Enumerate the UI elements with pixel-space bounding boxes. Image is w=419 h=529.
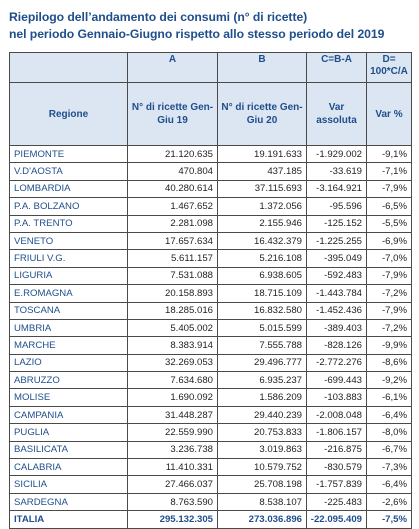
- header-var-percent: Var %: [367, 83, 412, 146]
- cell-regione: BASILICATA: [10, 441, 128, 458]
- cell-ricette-2020: 273.036.896: [218, 511, 307, 528]
- cell-regione: FRIULI V.G.: [10, 250, 128, 267]
- cell-var-percent: -6,4%: [367, 406, 412, 423]
- cell-var-assoluta: -1.806.157: [307, 424, 367, 441]
- cell-ricette-2020: 20.753.833: [218, 424, 307, 441]
- cell-ricette-2020: 29.440.239: [218, 406, 307, 423]
- cell-var-assoluta: -1.443.784: [307, 285, 367, 302]
- cell-var-assoluta: -828.126: [307, 337, 367, 354]
- cell-ricette-2020: 1.372.056: [218, 198, 307, 215]
- cell-ricette-2020: 1.586.209: [218, 389, 307, 406]
- table-row: [10, 389, 412, 406]
- table-row: [10, 146, 412, 163]
- cell-regione: LIGURIA: [10, 267, 128, 284]
- table-row: [10, 232, 412, 249]
- cell-var-percent: -7,9%: [367, 302, 412, 319]
- cell-regione: P.A. BOLZANO: [10, 198, 128, 215]
- table-row: [10, 493, 412, 510]
- cell-var-percent: -7,0%: [367, 250, 412, 267]
- header-var-assoluta: Var assoluta: [307, 83, 367, 146]
- cell-var-assoluta: -1.929.002: [307, 146, 367, 163]
- cell-var-assoluta: -1.757.839: [307, 476, 367, 493]
- cell-var-assoluta: -395.049: [307, 250, 367, 267]
- table-row: [10, 285, 412, 302]
- header-col-a-letter: A: [128, 53, 218, 83]
- cell-var-assoluta: -1.225.255: [307, 232, 367, 249]
- cell-ricette-2019: 5.611.157: [128, 250, 218, 267]
- column-header-row: [10, 83, 412, 146]
- cell-var-assoluta: -1.452.436: [307, 302, 367, 319]
- cell-ricette-2019: 20.158.893: [128, 285, 218, 302]
- cell-var-percent: -2,6%: [367, 493, 412, 510]
- cell-regione: CAMPANIA: [10, 406, 128, 423]
- cell-var-percent: -7,9%: [367, 267, 412, 284]
- cell-ricette-2020: 5.216.108: [218, 250, 307, 267]
- cell-regione: MOLISE: [10, 389, 128, 406]
- table-row: [10, 163, 412, 180]
- cell-ricette-2019: 40.280.614: [128, 180, 218, 197]
- cell-ricette-2019: 18.285.016: [128, 302, 218, 319]
- cell-ricette-2019: 3.236.738: [128, 441, 218, 458]
- cell-var-percent: -5,5%: [367, 215, 412, 232]
- table-body: [10, 146, 412, 529]
- table-row: [10, 372, 412, 389]
- table-row: [10, 337, 412, 354]
- cell-var-assoluta: -699.443: [307, 372, 367, 389]
- header-ricette-2019: N° di ricette Gen-Giu 19: [128, 83, 218, 146]
- table-row: [10, 406, 412, 423]
- cell-ricette-2019: 2.281.098: [128, 215, 218, 232]
- cell-ricette-2019: 17.657.634: [128, 232, 218, 249]
- cell-var-assoluta: -389.403: [307, 319, 367, 336]
- cell-var-percent: -7,2%: [367, 285, 412, 302]
- cell-var-percent: -9,1%: [367, 146, 412, 163]
- cell-var-assoluta: -2.008.048: [307, 406, 367, 423]
- table-row: [10, 302, 412, 319]
- table-total-row: [10, 511, 412, 528]
- cell-var-percent: -6,7%: [367, 441, 412, 458]
- cell-regione: P.A. TRENTO: [10, 215, 128, 232]
- cell-ricette-2019: 8.383.914: [128, 337, 218, 354]
- cell-ricette-2020: 6.938.605: [218, 267, 307, 284]
- cell-ricette-2020: 5.015.599: [218, 319, 307, 336]
- cell-ricette-2020: 29.496.777: [218, 354, 307, 371]
- cell-ricette-2019: 295.132.305: [128, 511, 218, 528]
- header-blank-cell: [10, 53, 128, 83]
- table-row: [10, 267, 412, 284]
- cell-ricette-2019: 31.448.287: [128, 406, 218, 423]
- cell-regione: CALABRIA: [10, 459, 128, 476]
- cell-regione: PIEMONTE: [10, 146, 128, 163]
- cell-ricette-2020: 7.555.788: [218, 337, 307, 354]
- cell-var-assoluta: -33.619: [307, 163, 367, 180]
- cell-ricette-2019: 8.763.590: [128, 493, 218, 510]
- cell-var-percent: -9,2%: [367, 372, 412, 389]
- cell-var-percent: -7,3%: [367, 459, 412, 476]
- cell-ricette-2020: 8.538.107: [218, 493, 307, 510]
- table-row: [10, 319, 412, 336]
- table-row: [10, 424, 412, 441]
- header-col-d-formula: D= 100*C/A: [367, 53, 412, 83]
- cell-ricette-2020: 16.832.580: [218, 302, 307, 319]
- cell-var-percent: -6,1%: [367, 389, 412, 406]
- table-row: [10, 215, 412, 232]
- header-col-c-formula: C=B-A: [307, 53, 367, 83]
- cell-var-percent: -8,0%: [367, 424, 412, 441]
- cell-var-percent: -7,1%: [367, 163, 412, 180]
- title-line-1: Riepilogo dell’andamento dei consumi (n° di ricette): [9, 10, 308, 24]
- cell-regione: ABRUZZO: [10, 372, 128, 389]
- cell-var-percent: -7,9%: [367, 180, 412, 197]
- cell-ricette-2020: 6.935.237: [218, 372, 307, 389]
- cell-regione: PUGLIA: [10, 424, 128, 441]
- cell-regione: E.ROMAGNA: [10, 285, 128, 302]
- header-col-b-letter: B: [218, 53, 307, 83]
- cell-var-assoluta: -2.772.276: [307, 354, 367, 371]
- cell-regione: TOSCANA: [10, 302, 128, 319]
- cell-var-assoluta: -830.579: [307, 459, 367, 476]
- cell-ricette-2019: 32.269.053: [128, 354, 218, 371]
- cell-regione: VENETO: [10, 232, 128, 249]
- cell-var-percent: -7,5%: [367, 511, 412, 528]
- cell-ricette-2020: 18.715.109: [218, 285, 307, 302]
- cell-regione: MARCHE: [10, 337, 128, 354]
- cell-var-assoluta: -225.483: [307, 493, 367, 510]
- page-title: [9, 9, 414, 43]
- table-row: [10, 441, 412, 458]
- cell-ricette-2019: 470.804: [128, 163, 218, 180]
- cell-ricette-2019: 22.559.990: [128, 424, 218, 441]
- cell-regione: LAZIO: [10, 354, 128, 371]
- cell-regione: ITALIA: [10, 511, 128, 528]
- table-row: [10, 198, 412, 215]
- cell-regione: UMBRIA: [10, 319, 128, 336]
- cell-ricette-2020: 2.155.946: [218, 215, 307, 232]
- cell-ricette-2019: 1.690.092: [128, 389, 218, 406]
- cell-var-assoluta: -103.883: [307, 389, 367, 406]
- table-row: [10, 250, 412, 267]
- cell-ricette-2020: 19.191.633: [218, 146, 307, 163]
- table-row: [10, 180, 412, 197]
- cell-ricette-2020: 37.115.693: [218, 180, 307, 197]
- cell-ricette-2020: 16.432.379: [218, 232, 307, 249]
- cell-ricette-2019: 7.531.088: [128, 267, 218, 284]
- cell-var-assoluta: -3.164.921: [307, 180, 367, 197]
- cell-ricette-2019: 1.467.652: [128, 198, 218, 215]
- column-letter-row: [10, 53, 412, 83]
- cell-regione: SARDEGNA: [10, 493, 128, 510]
- cell-var-percent: -7,2%: [367, 319, 412, 336]
- cell-var-assoluta: -95.596: [307, 198, 367, 215]
- cell-var-assoluta: -216.875: [307, 441, 367, 458]
- table-row: [10, 459, 412, 476]
- cell-ricette-2020: 10.579.752: [218, 459, 307, 476]
- cell-ricette-2020: 437.185: [218, 163, 307, 180]
- cell-var-assoluta: -125.152: [307, 215, 367, 232]
- cell-var-assoluta: -22.095.409: [307, 511, 367, 528]
- table-row: [10, 476, 412, 493]
- cell-var-assoluta: -592.483: [307, 267, 367, 284]
- cell-ricette-2019: 7.634.680: [128, 372, 218, 389]
- cell-ricette-2019: 5.405.002: [128, 319, 218, 336]
- cell-ricette-2019: 21.120.635: [128, 146, 218, 163]
- cell-var-percent: -6,5%: [367, 198, 412, 215]
- table-row: [10, 354, 412, 371]
- header-regione: Regione: [10, 83, 128, 146]
- cell-regione: V.D'AOSTA: [10, 163, 128, 180]
- cell-var-percent: -8,6%: [367, 354, 412, 371]
- consumption-table: [9, 52, 412, 529]
- header-ricette-2020: N° di ricette Gen- Giu 20: [218, 83, 307, 146]
- cell-var-percent: -6,9%: [367, 232, 412, 249]
- cell-ricette-2020: 3.019.863: [218, 441, 307, 458]
- cell-ricette-2020: 25.708.198: [218, 476, 307, 493]
- cell-var-percent: -9,9%: [367, 337, 412, 354]
- cell-regione: LOMBARDIA: [10, 180, 128, 197]
- cell-regione: SICILIA: [10, 476, 128, 493]
- cell-ricette-2019: 27.466.037: [128, 476, 218, 493]
- cell-var-percent: -6,4%: [367, 476, 412, 493]
- cell-ricette-2019: 11.410.331: [128, 459, 218, 476]
- title-line-2: nel periodo Gennaio-Giugno rispetto allo stesso periodo del 2019: [9, 27, 385, 41]
